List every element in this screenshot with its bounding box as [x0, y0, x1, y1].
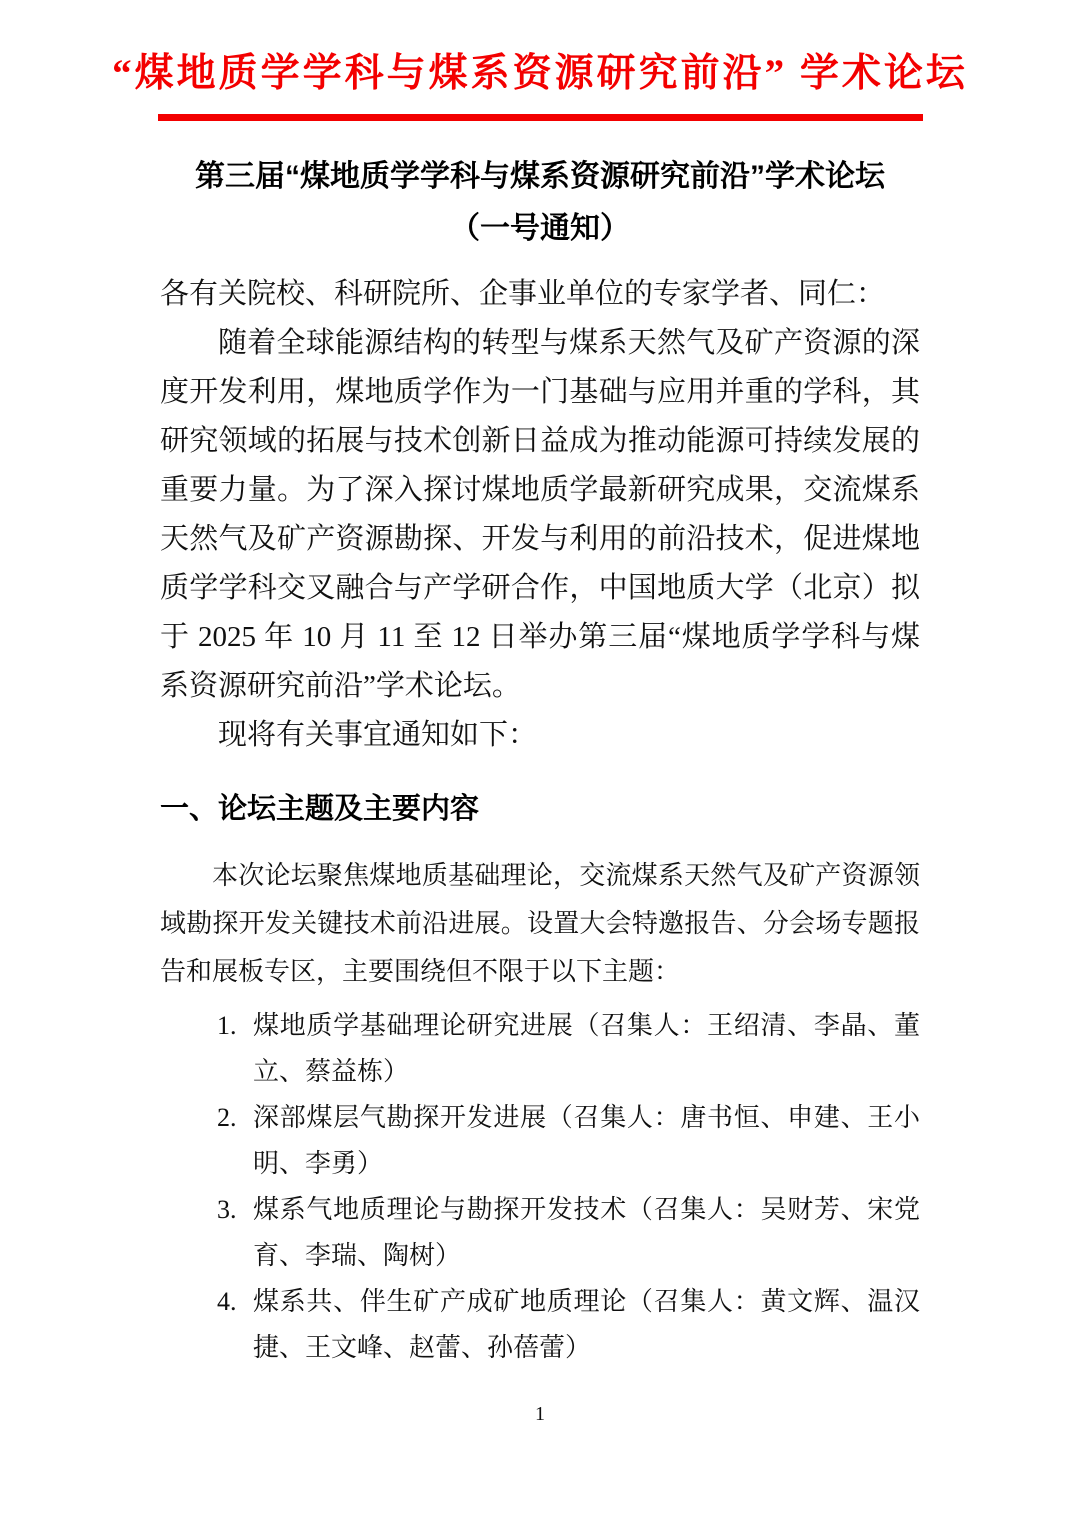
- topic-number: 2.: [217, 1103, 237, 1132]
- document-body: [160, 270, 920, 760]
- main-paragraph: 随着全球能源结构的转型与煤系天然气及矿产资源的深度开发利用，煤地质学作为一门基础与应用并重的学科，其研究领域的拓展与技术创新日益成为推动能源可持续发展的重要力量。为了深入探讨煤地质学最新研究成果，交流煤系天然气及矿产资源勘探、开发与利用的前沿技术，促进煤地质学学科交叉融合与产学研合作，中国地质大学（北京）拟于 2025 年 10 月 11 至 12 日举办第三届“煤地质学学科与煤系资源研究前沿”学术论坛。: [160, 327, 920, 702]
- page-number: 1: [535, 1403, 545, 1425]
- topic-text: 深部煤层气勘探开发进展（召集人：唐书恒、申建、王小明、李勇）: [253, 1103, 920, 1178]
- notice-line: 现将有关事宜通知如下：: [218, 719, 538, 751]
- topic-item-2: [160, 1095, 920, 1187]
- topic-number: 4.: [217, 1287, 237, 1316]
- topic-list: [160, 1003, 920, 1371]
- document-subtitle: （一号通知）: [450, 212, 630, 245]
- section-1-heading: 一、论坛主题及主要内容: [160, 793, 480, 825]
- document-header-banner: “煤地质学学科与煤系资源研究前沿” 学术论坛: [112, 52, 968, 95]
- topic-item-4: [160, 1279, 920, 1371]
- document-title: 第三届“煤地质学学科与煤系资源研究前沿”学术论坛: [195, 160, 885, 193]
- section-1-intro: 本次论坛聚焦煤地质基础理论，交流煤系天然气及矿产资源领域勘探开发关键技术前沿进展。设置大会特邀报告、分会场专题报告和展板专区，主要围绕但不限于以下主题：: [160, 861, 920, 986]
- document-content: [160, 155, 920, 1371]
- topic-number: 1.: [217, 1011, 237, 1040]
- salutation-line: 各有关院校、科研院所、企事业单位的专家学者、同仁：: [160, 278, 886, 310]
- topic-item-1: [160, 1003, 920, 1095]
- topic-text: 煤系气地质理论与勘探开发技术（召集人：吴财芳、宋党育、李瑞、陶树）: [253, 1195, 920, 1270]
- topic-item-3: [160, 1187, 920, 1279]
- topic-text: 煤系共、伴生矿产成矿地质理论（召集人：黄文辉、温汉捷、王文峰、赵蕾、孙蓓蕾）: [253, 1287, 920, 1362]
- header-divider-rule: [158, 114, 923, 121]
- topic-text: 煤地质学基础理论研究进展（召集人：王绍清、李晶、董立、蔡益栋）: [253, 1011, 920, 1086]
- topic-number: 3.: [217, 1195, 237, 1224]
